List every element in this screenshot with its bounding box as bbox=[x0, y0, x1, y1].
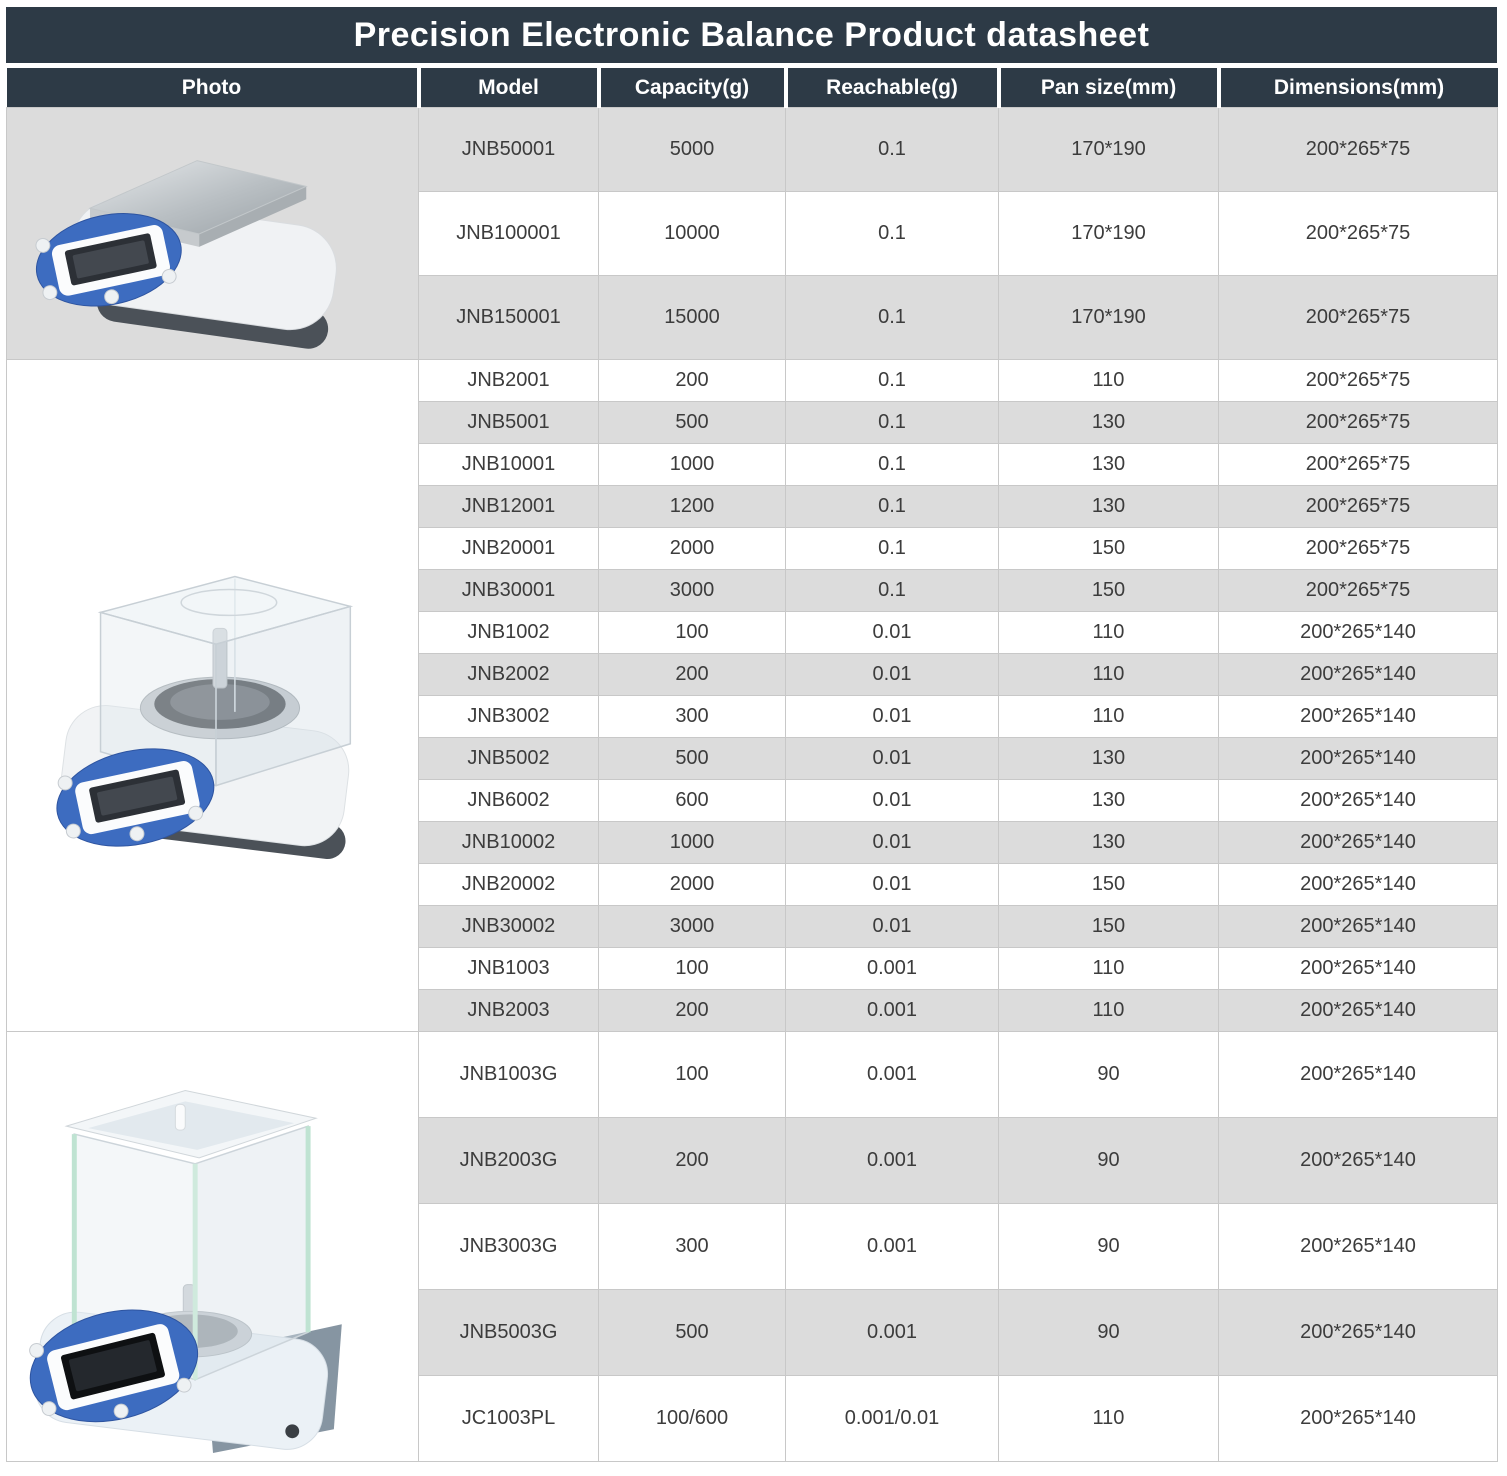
reachable-cell: 0.01 bbox=[786, 822, 999, 864]
dimensions-cell: 200*265*75 bbox=[1219, 402, 1498, 444]
model-cell: JNB3002 bbox=[419, 696, 599, 738]
page-title: Precision Electronic Balance Product datasheet bbox=[6, 7, 1497, 63]
model-cell: JNB1003 bbox=[419, 948, 599, 990]
photo-precision-balance-square-pan bbox=[7, 108, 419, 360]
pan-size-cell: 90 bbox=[999, 1118, 1219, 1204]
table-row bbox=[7, 1032, 1498, 1118]
pan-size-cell: 110 bbox=[999, 360, 1219, 402]
capacity-cell: 300 bbox=[599, 1204, 786, 1290]
reachable-cell: 0.1 bbox=[786, 108, 999, 192]
reachable-cell: 0.01 bbox=[786, 654, 999, 696]
dimensions-cell: 200*265*75 bbox=[1219, 528, 1498, 570]
pan-size-cell: 170*190 bbox=[999, 192, 1219, 276]
model-cell: JNB2002 bbox=[419, 654, 599, 696]
model-cell: JNB5001 bbox=[419, 402, 599, 444]
dimensions-cell: 200*265*140 bbox=[1219, 696, 1498, 738]
pan-size-cell: 170*190 bbox=[999, 276, 1219, 360]
reachable-cell: 0.001 bbox=[786, 948, 999, 990]
capacity-cell: 2000 bbox=[599, 864, 786, 906]
column-header-dimensions-mm: Dimensions(mm) bbox=[1219, 68, 1498, 108]
model-cell: JNB2001 bbox=[419, 360, 599, 402]
analytical-balance-glass-case-image bbox=[8, 1035, 418, 1459]
pan-size-cell: 130 bbox=[999, 486, 1219, 528]
pan-size-cell: 90 bbox=[999, 1032, 1219, 1118]
dimensions-cell: 200*265*75 bbox=[1219, 192, 1498, 276]
table-row bbox=[7, 108, 1498, 192]
model-cell: JNB2003G bbox=[419, 1118, 599, 1204]
reachable-cell: 0.1 bbox=[786, 444, 999, 486]
pan-size-cell: 150 bbox=[999, 570, 1219, 612]
reachable-cell: 0.001 bbox=[786, 990, 999, 1032]
model-cell: JNB1003G bbox=[419, 1032, 599, 1118]
dimensions-cell: 200*265*140 bbox=[1219, 612, 1498, 654]
dimensions-cell: 200*265*140 bbox=[1219, 738, 1498, 780]
pan-size-cell: 130 bbox=[999, 780, 1219, 822]
capacity-cell: 200 bbox=[599, 654, 786, 696]
model-cell: JNB100001 bbox=[419, 192, 599, 276]
dimensions-cell: 200*265*75 bbox=[1219, 444, 1498, 486]
model-cell: JNB12001 bbox=[419, 486, 599, 528]
capacity-cell: 3000 bbox=[599, 906, 786, 948]
column-header-capacity-g: Capacity(g) bbox=[599, 68, 786, 108]
dimensions-cell: 200*265*140 bbox=[1219, 1290, 1498, 1376]
capacity-cell: 1000 bbox=[599, 444, 786, 486]
column-header-photo: Photo bbox=[7, 68, 419, 108]
pan-size-cell: 110 bbox=[999, 696, 1219, 738]
capacity-cell: 100/600 bbox=[599, 1376, 786, 1462]
reachable-cell: 0.001 bbox=[786, 1204, 999, 1290]
balance-draft-shield-image bbox=[8, 361, 418, 1031]
capacity-cell: 500 bbox=[599, 402, 786, 444]
reachable-cell: 0.001 bbox=[786, 1118, 999, 1204]
capacity-cell: 200 bbox=[599, 1118, 786, 1204]
capacity-cell: 15000 bbox=[599, 276, 786, 360]
model-cell: JNB6002 bbox=[419, 780, 599, 822]
pan-size-cell: 130 bbox=[999, 822, 1219, 864]
reachable-cell: 0.001 bbox=[786, 1032, 999, 1118]
capacity-cell: 500 bbox=[599, 1290, 786, 1376]
reachable-cell: 0.1 bbox=[786, 570, 999, 612]
dimensions-cell: 200*265*75 bbox=[1219, 360, 1498, 402]
model-cell: JNB20002 bbox=[419, 864, 599, 906]
pan-size-cell: 110 bbox=[999, 1376, 1219, 1462]
table-row bbox=[7, 360, 1498, 402]
pan-size-cell: 110 bbox=[999, 948, 1219, 990]
pan-size-cell: 150 bbox=[999, 864, 1219, 906]
dimensions-cell: 200*265*140 bbox=[1219, 654, 1498, 696]
pan-size-cell: 90 bbox=[999, 1290, 1219, 1376]
capacity-cell: 10000 bbox=[599, 192, 786, 276]
model-cell: JNB10002 bbox=[419, 822, 599, 864]
dimensions-cell: 200*265*75 bbox=[1219, 570, 1498, 612]
model-cell: JNB10001 bbox=[419, 444, 599, 486]
pan-size-cell: 110 bbox=[999, 654, 1219, 696]
capacity-cell: 2000 bbox=[599, 528, 786, 570]
capacity-cell: 500 bbox=[599, 738, 786, 780]
dimensions-cell: 200*265*140 bbox=[1219, 780, 1498, 822]
pan-size-cell: 170*190 bbox=[999, 108, 1219, 192]
reachable-cell: 0.01 bbox=[786, 780, 999, 822]
model-cell: JNB5003G bbox=[419, 1290, 599, 1376]
reachable-cell: 0.1 bbox=[786, 528, 999, 570]
dimensions-cell: 200*265*140 bbox=[1219, 906, 1498, 948]
pan-size-cell: 110 bbox=[999, 990, 1219, 1032]
capacity-cell: 100 bbox=[599, 948, 786, 990]
dimensions-cell: 200*265*140 bbox=[1219, 822, 1498, 864]
dimensions-cell: 200*265*140 bbox=[1219, 948, 1498, 990]
capacity-cell: 200 bbox=[599, 360, 786, 402]
model-cell: JNB5002 bbox=[419, 738, 599, 780]
model-cell: JNB50001 bbox=[419, 108, 599, 192]
reachable-cell: 0.1 bbox=[786, 402, 999, 444]
dimensions-cell: 200*265*140 bbox=[1219, 1032, 1498, 1118]
dimensions-cell: 200*265*140 bbox=[1219, 1118, 1498, 1204]
dimensions-cell: 200*265*75 bbox=[1219, 486, 1498, 528]
dimensions-cell: 200*265*75 bbox=[1219, 276, 1498, 360]
photo-analytical-balance-glass-case bbox=[7, 1032, 419, 1462]
reachable-cell: 0.001/0.01 bbox=[786, 1376, 999, 1462]
reachable-cell: 0.01 bbox=[786, 864, 999, 906]
model-cell: JNB20001 bbox=[419, 528, 599, 570]
reachable-cell: 0.1 bbox=[786, 276, 999, 360]
model-cell: JNB2003 bbox=[419, 990, 599, 1032]
dimensions-cell: 200*265*140 bbox=[1219, 990, 1498, 1032]
capacity-cell: 1200 bbox=[599, 486, 786, 528]
capacity-cell: 1000 bbox=[599, 822, 786, 864]
dimensions-cell: 200*265*140 bbox=[1219, 1204, 1498, 1290]
reachable-cell: 0.1 bbox=[786, 192, 999, 276]
capacity-cell: 200 bbox=[599, 990, 786, 1032]
column-header-model: Model bbox=[419, 68, 599, 108]
column-header-reachable-g: Reachable(g) bbox=[786, 68, 999, 108]
pan-size-cell: 130 bbox=[999, 444, 1219, 486]
reachable-cell: 0.001 bbox=[786, 1290, 999, 1376]
pan-size-cell: 90 bbox=[999, 1204, 1219, 1290]
model-cell: JC1003PL bbox=[419, 1376, 599, 1462]
dimensions-cell: 200*265*140 bbox=[1219, 1376, 1498, 1462]
pan-size-cell: 130 bbox=[999, 402, 1219, 444]
reachable-cell: 0.01 bbox=[786, 906, 999, 948]
dimensions-cell: 200*265*140 bbox=[1219, 864, 1498, 906]
capacity-cell: 300 bbox=[599, 696, 786, 738]
model-cell: JNB3003G bbox=[419, 1204, 599, 1290]
pan-size-cell: 110 bbox=[999, 612, 1219, 654]
photo-balance-draft-shield bbox=[7, 360, 419, 1032]
capacity-cell: 100 bbox=[599, 1032, 786, 1118]
reachable-cell: 0.1 bbox=[786, 486, 999, 528]
pan-size-cell: 150 bbox=[999, 528, 1219, 570]
reachable-cell: 0.01 bbox=[786, 696, 999, 738]
column-header-pan-size-mm: Pan size(mm) bbox=[999, 68, 1219, 108]
pan-size-cell: 130 bbox=[999, 738, 1219, 780]
model-cell: JNB30002 bbox=[419, 906, 599, 948]
reachable-cell: 0.01 bbox=[786, 738, 999, 780]
pan-size-cell: 150 bbox=[999, 906, 1219, 948]
capacity-cell: 100 bbox=[599, 612, 786, 654]
capacity-cell: 5000 bbox=[599, 108, 786, 192]
model-cell: JNB30001 bbox=[419, 570, 599, 612]
precision-balance-square-pan-image bbox=[8, 109, 418, 359]
model-cell: JNB1002 bbox=[419, 612, 599, 654]
capacity-cell: 3000 bbox=[599, 570, 786, 612]
dimensions-cell: 200*265*75 bbox=[1219, 108, 1498, 192]
table-header-row bbox=[7, 68, 1498, 108]
reachable-cell: 0.1 bbox=[786, 360, 999, 402]
model-cell: JNB150001 bbox=[419, 276, 599, 360]
reachable-cell: 0.01 bbox=[786, 612, 999, 654]
product-table bbox=[6, 68, 1498, 1462]
capacity-cell: 600 bbox=[599, 780, 786, 822]
